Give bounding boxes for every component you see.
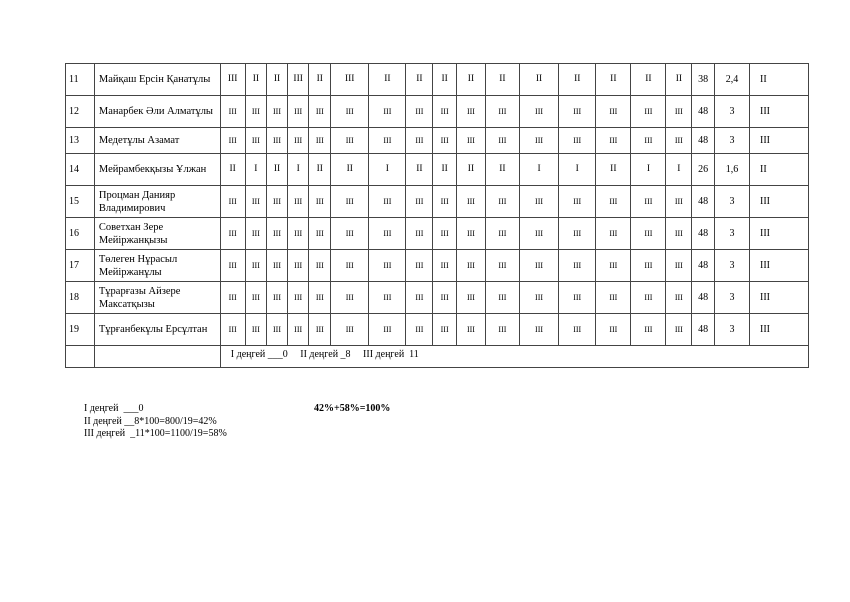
level-cell: II xyxy=(245,64,267,96)
level-cell: II xyxy=(220,154,245,186)
level-cell: III xyxy=(267,282,288,314)
student-name: Тұрарғазы Айзере Максатқызы xyxy=(94,282,220,314)
average-score: 3 xyxy=(714,128,749,154)
level-cell: III xyxy=(220,250,245,282)
average-score: 3 xyxy=(714,218,749,250)
level-cell: I xyxy=(519,154,558,186)
level-cell: I xyxy=(559,154,596,186)
level-cell: III xyxy=(267,250,288,282)
level-cell: III xyxy=(287,64,309,96)
level-cell: III xyxy=(631,250,666,282)
level-cell: II xyxy=(267,64,288,96)
level-cell: III xyxy=(309,314,331,346)
level-cell: III xyxy=(666,250,692,282)
level-cell: I xyxy=(631,154,666,186)
level-cell: III xyxy=(220,282,245,314)
level-cell: III xyxy=(519,186,558,218)
student-name: Мейрамбекқызы Ұлжан xyxy=(94,154,220,186)
level-cell: I xyxy=(287,154,309,186)
level-cell: II xyxy=(433,154,457,186)
level-cell: II xyxy=(485,64,519,96)
total-score: 48 xyxy=(692,186,715,218)
level-cell: III xyxy=(331,218,369,250)
level-cell: III xyxy=(220,64,245,96)
level-cell: III xyxy=(406,128,433,154)
average-score: 2,4 xyxy=(714,64,749,96)
level-cell: II xyxy=(559,64,596,96)
level-cell: III xyxy=(287,186,309,218)
level-cell: III xyxy=(267,96,288,128)
level-cell: III xyxy=(666,218,692,250)
level-cell: III xyxy=(267,314,288,346)
level-cell: III xyxy=(596,128,631,154)
level-cell: III xyxy=(666,128,692,154)
level-cell: III xyxy=(245,282,267,314)
final-level: III xyxy=(750,314,809,346)
row-number: 12 xyxy=(66,96,95,128)
level-cell: III xyxy=(519,314,558,346)
level-cell: III xyxy=(287,314,309,346)
level-cell: II xyxy=(457,64,486,96)
level-cell: II xyxy=(596,64,631,96)
level-cell: III xyxy=(519,96,558,128)
level-cell: III xyxy=(406,282,433,314)
level-cell: III xyxy=(267,186,288,218)
level-summary xyxy=(84,403,227,441)
level-cell: III xyxy=(596,186,631,218)
level-cell: III xyxy=(457,282,486,314)
table-row xyxy=(66,218,809,250)
level-cell: III xyxy=(457,250,486,282)
level-cell: III xyxy=(309,282,331,314)
level-cell: III xyxy=(369,128,406,154)
total-score: 48 xyxy=(692,128,715,154)
level-cell: III xyxy=(406,314,433,346)
average-score: 3 xyxy=(714,314,749,346)
level-cell: III xyxy=(559,218,596,250)
row-number: 19 xyxy=(66,314,95,346)
level-cell: III xyxy=(406,186,433,218)
summary-row xyxy=(66,346,809,368)
level-cell: III xyxy=(220,218,245,250)
summary-line-level1: I деңгей ___0 xyxy=(84,403,144,414)
student-name: Процман Данияр Владимирович xyxy=(94,186,220,218)
level-cell: III xyxy=(457,128,486,154)
level-cell: III xyxy=(309,186,331,218)
summary-line-level3: III деңгей _11*100=1100/19=58% xyxy=(84,428,227,439)
level-cell: III xyxy=(631,314,666,346)
row-number: 11 xyxy=(66,64,95,96)
level-cell: III xyxy=(519,250,558,282)
final-level: III xyxy=(750,218,809,250)
level-cell: III xyxy=(369,218,406,250)
level-cell: II xyxy=(666,64,692,96)
level-cell: II xyxy=(309,64,331,96)
level-cell: II xyxy=(433,64,457,96)
empty-cell xyxy=(66,346,95,368)
level-cell: III xyxy=(309,96,331,128)
level-cell: III xyxy=(631,186,666,218)
level-cell: III xyxy=(369,186,406,218)
level-cell: III xyxy=(433,128,457,154)
average-score: 3 xyxy=(714,282,749,314)
level-cell: II xyxy=(457,154,486,186)
level-cell: III xyxy=(245,186,267,218)
level-cell: III xyxy=(433,218,457,250)
level-cell: III xyxy=(369,314,406,346)
level-cell: III xyxy=(519,218,558,250)
level-cell: III xyxy=(596,218,631,250)
level-cell: III xyxy=(331,250,369,282)
level-cell: III xyxy=(457,96,486,128)
total-score: 48 xyxy=(692,314,715,346)
level-cell: III xyxy=(245,218,267,250)
level-cell: III xyxy=(245,128,267,154)
level-cell: II xyxy=(631,64,666,96)
level-cell: III xyxy=(485,186,519,218)
final-level: III xyxy=(750,128,809,154)
level-cell: III xyxy=(559,250,596,282)
level-cell: III xyxy=(220,314,245,346)
level-cell: III xyxy=(331,64,369,96)
row-number: 13 xyxy=(66,128,95,154)
level-cell: III xyxy=(287,128,309,154)
level-cell: III xyxy=(666,186,692,218)
summary-line-level2: II деңгей __8*100=800/19=42% xyxy=(84,415,217,427)
total-score: 48 xyxy=(692,96,715,128)
total-score: 38 xyxy=(692,64,715,96)
level-cell: II xyxy=(267,154,288,186)
final-level: III xyxy=(750,186,809,218)
level-cell: III xyxy=(631,128,666,154)
level-cell: III xyxy=(267,128,288,154)
percent-total: 42%+58%=100% xyxy=(314,403,391,414)
level-cell: III xyxy=(559,314,596,346)
total-score: 48 xyxy=(692,218,715,250)
level-cell: II xyxy=(519,64,558,96)
final-level: III xyxy=(750,96,809,128)
level-cell: III xyxy=(245,96,267,128)
level-cell: III xyxy=(631,282,666,314)
summary-row-text: I деңгей ___0 II деңгей _8 III деңгей 11 xyxy=(220,346,808,368)
level-cell: I xyxy=(245,154,267,186)
final-level: III xyxy=(750,250,809,282)
level-cell: III xyxy=(666,314,692,346)
table-row xyxy=(66,186,809,218)
table-row xyxy=(66,96,809,128)
table-row xyxy=(66,314,809,346)
row-number: 16 xyxy=(66,218,95,250)
total-score: 48 xyxy=(692,250,715,282)
table-row xyxy=(66,64,809,96)
final-level: III xyxy=(750,282,809,314)
final-level: II xyxy=(750,154,809,186)
total-score: 26 xyxy=(692,154,715,186)
level-cell: III xyxy=(485,96,519,128)
level-cell: III xyxy=(406,96,433,128)
level-cell: III xyxy=(666,96,692,128)
level-cell: III xyxy=(666,282,692,314)
level-cell: III xyxy=(287,282,309,314)
level-cell: III xyxy=(245,250,267,282)
level-cell: III xyxy=(267,218,288,250)
level-cell: III xyxy=(331,96,369,128)
average-score: 3 xyxy=(714,186,749,218)
level-cell: III xyxy=(519,128,558,154)
level-cell: III xyxy=(596,282,631,314)
empty-cell xyxy=(94,346,220,368)
level-cell: III xyxy=(457,186,486,218)
average-score: 3 xyxy=(714,250,749,282)
level-cell: III xyxy=(559,96,596,128)
level-cell: III xyxy=(406,218,433,250)
level-cell: II xyxy=(406,64,433,96)
level-cell: III xyxy=(369,250,406,282)
level-cell: III xyxy=(457,218,486,250)
level-cell: III xyxy=(369,96,406,128)
level-cell: III xyxy=(596,250,631,282)
student-name: Майқаш Ерсін Қанатұлы xyxy=(94,64,220,96)
level-cell: II xyxy=(596,154,631,186)
level-cell: III xyxy=(287,218,309,250)
table-row xyxy=(66,250,809,282)
level-cell: III xyxy=(559,128,596,154)
level-cell: III xyxy=(631,218,666,250)
level-cell: III xyxy=(220,186,245,218)
level-cell: III xyxy=(559,282,596,314)
level-cell: III xyxy=(433,282,457,314)
row-number: 17 xyxy=(66,250,95,282)
level-cell: III xyxy=(220,96,245,128)
level-cell: III xyxy=(309,250,331,282)
level-cell: III xyxy=(485,314,519,346)
row-number: 14 xyxy=(66,154,95,186)
final-level: II xyxy=(750,64,809,96)
table-row xyxy=(66,154,809,186)
level-cell: II xyxy=(406,154,433,186)
student-name: Тұрғанбекұлы Ерсұлтан xyxy=(94,314,220,346)
level-cell: III xyxy=(406,250,433,282)
level-cell: III xyxy=(309,128,331,154)
level-cell: III xyxy=(220,128,245,154)
level-cell: III xyxy=(433,186,457,218)
level-cell: III xyxy=(631,96,666,128)
level-cell: III xyxy=(485,218,519,250)
level-cell: III xyxy=(331,128,369,154)
level-cell: III xyxy=(596,96,631,128)
level-cell: II xyxy=(485,154,519,186)
level-cell: III xyxy=(309,218,331,250)
level-cell: III xyxy=(287,96,309,128)
level-cell: III xyxy=(245,314,267,346)
level-cell: III xyxy=(596,314,631,346)
level-cell: I xyxy=(369,154,406,186)
level-cell: III xyxy=(559,186,596,218)
level-cell: II xyxy=(309,154,331,186)
total-score: 48 xyxy=(692,282,715,314)
student-name: Төлеген Нұрасыл Мейіржанұлы xyxy=(94,250,220,282)
level-cell: III xyxy=(485,282,519,314)
assessment-table xyxy=(65,63,809,368)
table-row xyxy=(66,128,809,154)
level-cell: III xyxy=(519,282,558,314)
student-name: Медетұлы Азамат xyxy=(94,128,220,154)
average-score: 1,6 xyxy=(714,154,749,186)
student-name: Манарбек Әли Алматұлы xyxy=(94,96,220,128)
average-score: 3 xyxy=(714,96,749,128)
level-cell: III xyxy=(433,250,457,282)
table-row xyxy=(66,282,809,314)
level-cell: II xyxy=(331,154,369,186)
level-cell: III xyxy=(485,128,519,154)
level-cell: III xyxy=(433,314,457,346)
level-cell: III xyxy=(457,314,486,346)
level-cell: II xyxy=(369,64,406,96)
level-cell: III xyxy=(331,314,369,346)
level-cell: III xyxy=(433,96,457,128)
level-cell: III xyxy=(331,186,369,218)
student-name: Советхан Зере Мейіржанқызы xyxy=(94,218,220,250)
level-cell: III xyxy=(331,282,369,314)
level-cell: III xyxy=(287,250,309,282)
row-number: 15 xyxy=(66,186,95,218)
level-cell: III xyxy=(485,250,519,282)
row-number: 18 xyxy=(66,282,95,314)
level-cell: III xyxy=(369,282,406,314)
level-cell: I xyxy=(666,154,692,186)
